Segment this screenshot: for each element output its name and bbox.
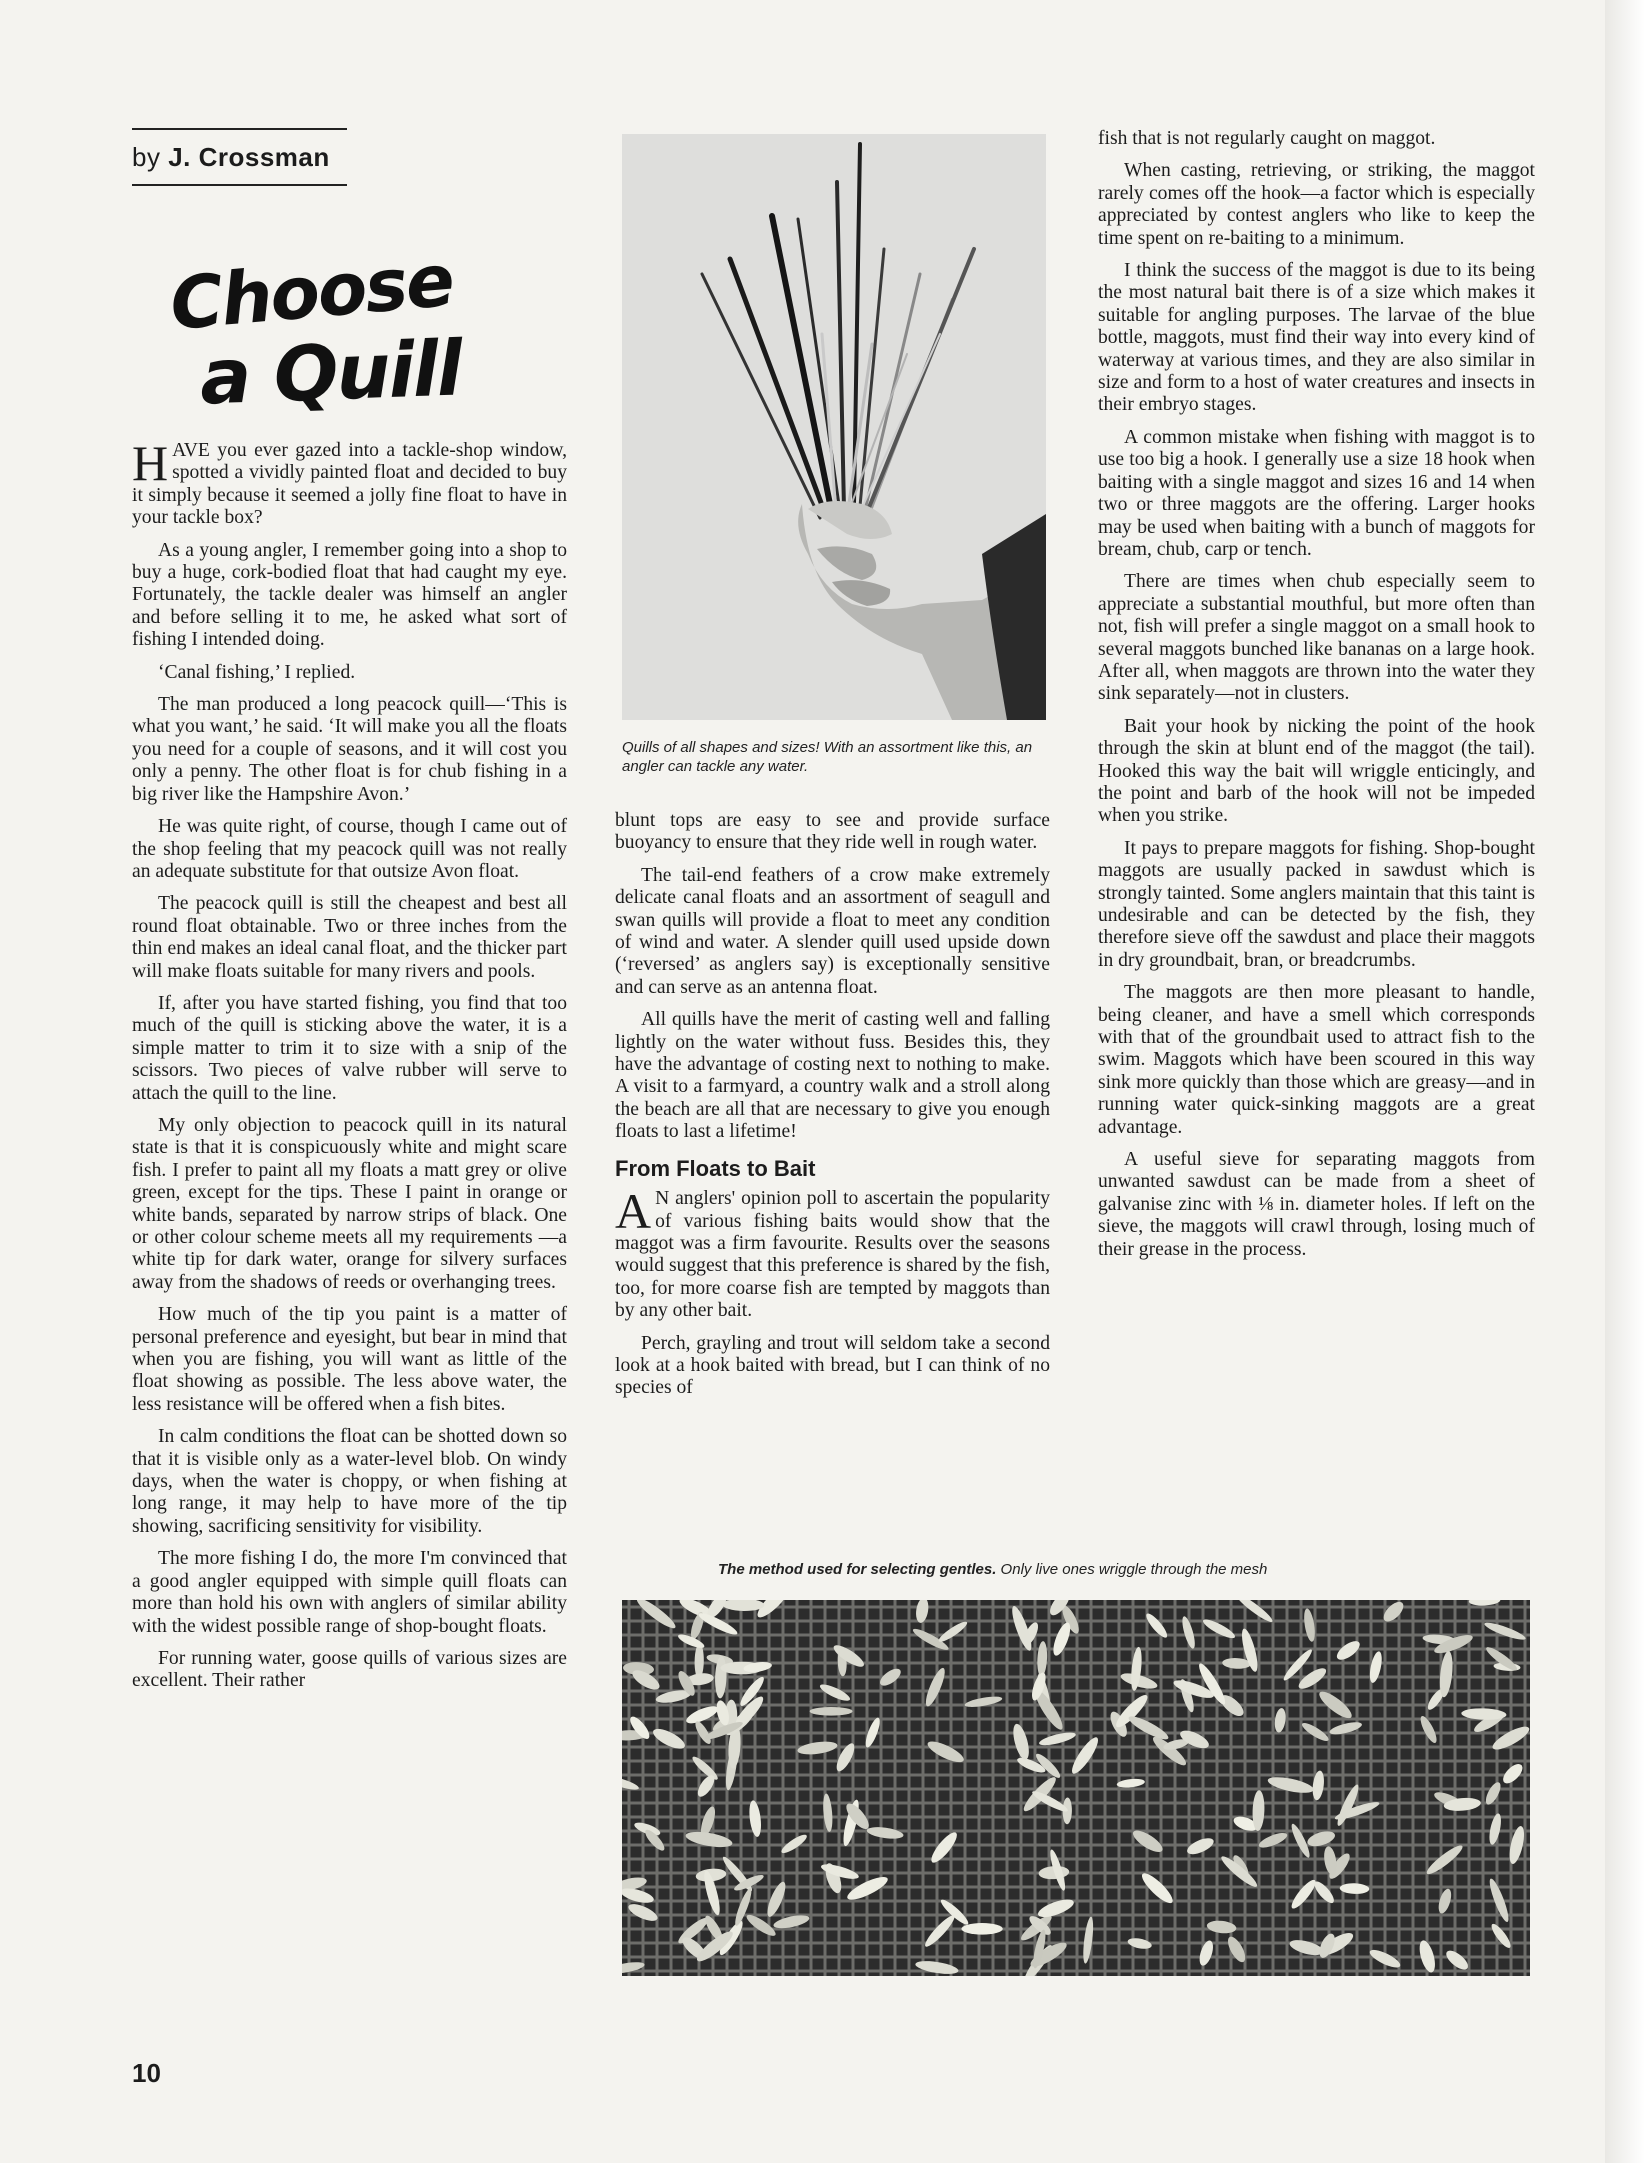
paragraph: He was quite right, of course, though I came out of the shop feeling that my peacock quill was not really an adequate substitute for that outsize Avon float. [132,816,567,882]
photo2-caption-part2: Only live ones wriggle through the mesh [996,1561,1268,1578]
column-1 [132,435,567,1703]
paragraph: A common mistake when fishing with maggot is to use too big a hook. I generally use a size 18 hook when baiting with a single maggot and sizes 16 and 14 when two or three maggots are the offering. Larger hooks may be used when baiting with a bunch of maggots for bream, chub, carp or tench. [1098,426,1535,560]
drop-cap: A [615,1183,652,1240]
column-3 [1098,128,1535,1271]
paragraph: For running water, goose quills of various sizes are excellent. Their rather [132,1647,567,1692]
byline [132,142,372,173]
paragraph: fish that is not regularly caught on maggot. [1098,128,1436,149]
paragraph: The more fishing I do, the more I'm convinced that a good angler equipped with simple quill floats can more than hold his own with anglers of similar ability with the widest possible range of shop-bought floats. [132,1548,567,1637]
paragraph: There are times when chub especially seem to appreciate a substantial mouthful, but more often than not, fish will prefer a single maggot on a small hook to several maggots bunched like bananas on a large hook. After all, when maggots are thrown into the water they sink separately—not in clusters. [1098,571,1535,705]
quills-illustration [622,134,1046,720]
quills-photo [622,134,1046,720]
subheading: From Floats to Bait [615,1155,816,1181]
paragraph: In calm conditions the float can be shotted down so that it is visible only as a water-level blob. On windy days, when the water is choppy, or when fishing at long range, it may help to have more of the tip showing, sacrificing sensitivity for visibility. [132,1426,567,1537]
title-line-2: a Quill [198,323,463,422]
paragraph: My only objection to peacock quill in its natural state is that it is conspicuously white and might scare fish. I prefer to paint all my floats a matt grey or olive green, except for the tips. These I paint in orange or white bands, separated by narrow strips of black. One or other colour scheme meets all my requirements —a white tip for dark water, orange for silvery surfaces away from the shadows of reeds or overhanging trees. [132,1114,567,1293]
title-line-1: Choose [166,237,456,347]
column-2 [615,810,1050,1410]
paragraph: A useful sieve for separating maggots from unwanted sawdust can be made from a sheet of galvanise zinc with ⅛ in. diameter holes. If left on the sieve, the maggots will crawl through, losing much of their grease in the process. [1098,1149,1535,1260]
paragraph: The maggots are then more pleasant to handle, being cleaner, and have a smell which corresponds with that of the groundbait used to attract fish to the swim. Maggots which have been scoured in this way sink more quickly than those which are greasy—and in running water quick-sinking maggots are a great advantage. [1098,982,1535,1138]
paragraph: It pays to prepare maggots for fishing. Shop-bought maggots are usually packed in sawdust which is strongly tainted. Some anglers maintain that this taint is undesirable and can be detected by the fish, they therefore sieve off the sawdust and place their maggots in dry groundbait, bran, or breadcrumbs. [1098,837,1535,971]
drop-cap: H [132,435,169,491]
paragraph: The tail-end feathers of a crow make extremely delicate canal floats and an assortment of seagull and swan quills will provide a float to meet any condition of wind and water. A slender quill used upside down (‘reversed’ as anglers say) is exceptionally sensitive and can serve as an antenna float. [615,864,1050,998]
page-edge [1605,0,1645,2163]
photo2-caption-part1: The method used for selecting gentles. [718,1561,997,1578]
paragraph: Perch, grayling and trout will seldom take a second look at a hook baited with bread, but I can think of no species of [615,1332,1050,1399]
paragraph: I think the success of the maggot is due to its being the most natural bait there is of a size which makes it suitable for angling purposes. The larvae of the blue bottle, maggots, must find their way into every kind of waterway at various times, and they are also similar in size and form to a host of water creatures and insects in their embryo stages. [1098,260,1535,416]
byline-rule-top [132,128,347,130]
byline-author: J. Crossman [168,142,330,172]
paragraph: All quills have the merit of casting well and falling lightly on the water without fuss. Besides this, they have the advantage of costing next to nothing to make. A visit to a farmyard, a country walk and a stroll along the beach are all that are necessary to give you enough floats to last a lifetime! [615,1009,1050,1143]
paragraph: A N anglers' opinion poll to ascertain the popularity of various fishing baits would show that the maggot was a firm favourite. Results over the seasons would suggest that this preference is shared by the fish, too, for more coarse fish are tempted by maggots than by any other bait. [615,1183,1050,1322]
paragraph: The peacock quill is still the cheapest and best all round float obtainable. Two or three inches from the thin end makes an ideal canal float, and the thicker part will make floats suitable for many rivers and pools. [132,893,567,982]
paragraph: How much of the tip you paint is a matter of personal preference and eyesight, but bear in mind that when you are fishing, you will want as little of the float showing as possible. The less above water, the less resistance will be offered when a fish bites. [132,1304,567,1415]
maggot [810,1707,853,1716]
paragraph: When casting, retrieving, or striking, the maggot rarely comes off the hook—a factor which is especially appreciated by contest anglers who like to keep the time spent on re-baiting to a minimum. [1098,160,1535,249]
page-number: 10 [132,2058,161,2088]
byline-by: by [132,142,161,172]
photo2-caption [718,1560,1538,1579]
paragraph: blunt tops are easy to see and provide surface buoyancy to ensure that they ride well in rough water. [615,810,1050,854]
photo1-caption: Quills of all shapes and sizes! With an assortment like this, an angler can tackle any water. [622,739,1033,775]
maggot [961,1923,1002,1935]
paragraph: HAVE you ever gazed into a tackle-shop window, spotted a vividly painted float and decided to buy it simply because it seemed a jolly fine float to have in your tackle box? [132,435,567,529]
byline-rule-bottom [132,184,347,186]
paragraph: If, after you have started fishing, you find that too much of the quill is sticking above the water, it is a simple matter to trim it to size with a snip of the scissors. Two pieces of valve rubber will serve to attach the quill to the line. [132,992,567,1104]
maggots-sieve-photo [622,1600,1530,1976]
maggots-illustration [622,1600,1530,1976]
paragraph: ‘Canal fishing,’ I replied. [158,661,356,683]
paragraph: Bait your hook by nicking the point of the hook through the skin at blunt end of the maggot (the tail). Hooked this way the bait will wriggle enticingly, and the point and barb of the hook will not be impeded when you strike. [1098,715,1535,827]
article-title [160,237,580,422]
paragraph: As a young angler, I remember going into a shop to buy a huge, cork-bodied float that had caught my eye. Fortunately, the tackle dealer was himself an angler and before selling it to me, he asked what sort of fishing I intended doing. [132,539,567,651]
paragraph: The man produced a long peacock quill—‘This is what you want,’ he said. ‘It will make you all the floats you need for a couple of seasons, and it will cost you only a penny. The other float is for chub fishing in a big river like the Hampshire Avon.’ [132,694,567,805]
